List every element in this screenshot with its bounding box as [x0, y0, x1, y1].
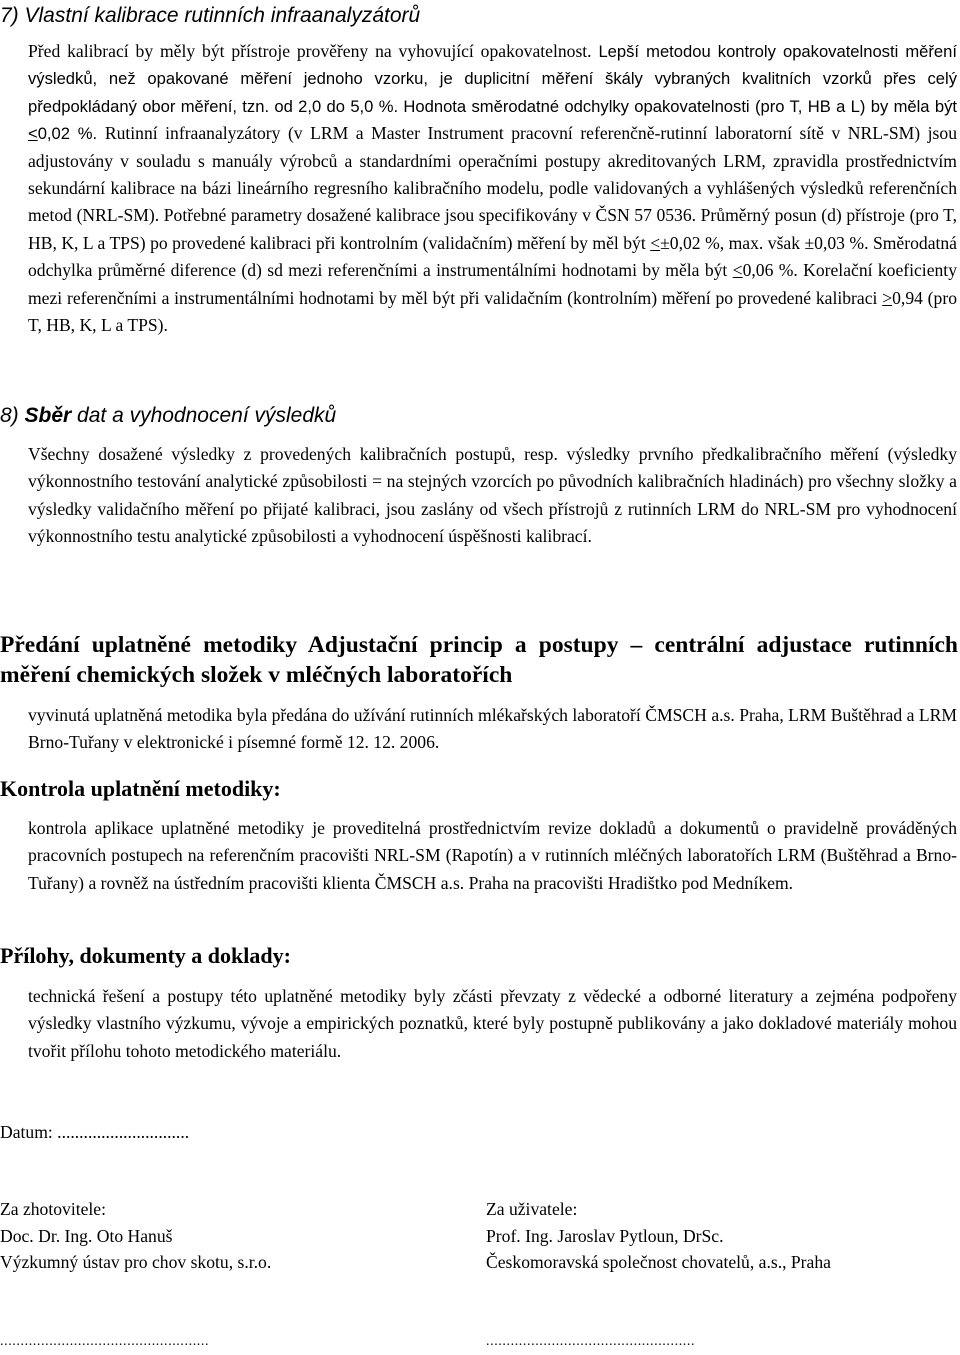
user-label: Za uživatele: — [486, 1199, 578, 1219]
section-7-symbol-2: < — [732, 260, 743, 281]
handover-paragraph: vyvinutá uplatněná metodika byla předána do užívání rutinních mlékařských laboratoří ČMSCH a.s. Praha, LRM Buštěhrad a LRM Brno-Tuřany v elektronické i písemné formě 12. 12. 2006. — [28, 705, 957, 753]
section-8-paragraph: Všechny dosažené výsledky z provedených kalibračních postupů, resp. výsledky prvního předkalibračního měření (výsledky výkonnostního testování analytické způsobilosti = na stejných vzorcích po původních kalibračních hladinách) pro všechny složky a výsledky validačního měření po přijaté kalibraci, jsou zaslány od všech přístrojů z rutinních LRM do NRL-SM pro vyhodnocení výkonnostního testu analytické způsobilosti a vyhodnocení úspěšnosti kalibrací. — [28, 444, 957, 547]
section-7-title: 7) Vlastní kalibrace rutinních infraanalyzátorů — [0, 4, 421, 27]
section-7-text-sans: Lepší metodou kontroly opakovatelnosti měření výsledků, než opakované měření jednoho vzorku, je duplicitní měření škály vybraných kvalitních vzorků přes celý předpokládaný obor měření, tzn. od 2,0 do 5,0 %. Hodnota směrodatné odchylky opakovatelnosti (pro T, HB a L) by měla být — [28, 42, 957, 116]
contractor-organization: Výzkumný ústav pro chov skotu, s.r.o. — [0, 1252, 272, 1272]
signature-line-contractor: ................................................... — [0, 1334, 210, 1349]
control-heading: Kontrola uplatnění metodiky: — [0, 776, 281, 801]
section-7-text-sans-end: 0,02 %. — [37, 124, 105, 144]
section-7-paragraph — [28, 38, 957, 339]
section-7-text-5: 0,94 (pro T, HB, K, L a TPS). — [28, 287, 957, 336]
handover-heading: Předání uplatněné metodiky Adjustační princip a postupy – centrální adjustace rutinních měření chemických složek v mléčných laboratořích — [0, 632, 958, 688]
section-7-text-2: Rutinní infraanalyzátory (v LRM a Master Instrument pracovní referenčně-rutinní laboratorní sítě v NRL-SM) jsou adjustovány v souladu s manuály výrobců a standardními operačními postupy akreditovaných LRM, zpravidla prostřednictvím sekundární kalibrace na bázi lineárního regresního kalibračního modelu, podle validovaných a vyhlášených výsledků referenčních metod (NRL-SM). Potřebné parametry dosažené kalibrace jsou specifikovány v ČSN 57 0536. Průměrný posun (d) přístroje (pro T, HB, K, L a TPS) po provedené kalibraci při kontrolním (validačním) měření by měl být — [28, 123, 957, 253]
attachments-heading: Přílohy, dokumenty a doklady: — [0, 943, 291, 968]
section-7-symbol-1: < — [650, 232, 661, 253]
section-7-symbol-le: < — [28, 124, 38, 144]
date-line: Datum: .............................. — [0, 1122, 190, 1142]
section-7-text-3: ±0,02 %, max. však ±0,03 %. Směrodatná odchylka průměrné diference (d) sd mezi referenčními a instrumentálními hodnotami by měla být — [28, 232, 957, 281]
contractor-label: Za zhotovitele: — [0, 1199, 107, 1219]
section-7-text-1: Před kalibrací by měly být přístroje prověřeny na vyhovující opakovatelnost. — [28, 41, 599, 61]
attachments-paragraph: technická řešení a postupy této uplatněné metodiky byly zčásti převzaty z vědecké a odborné literatury a zejména podpořeny výsledky vlastního výzkumu, vývoje a empirických poznatků, které byly postupně publikovány a jako dokladové materiály mohou tvořit přílohu tohoto metodického materiálu. — [28, 986, 957, 1061]
user-organization: Českomoravská společnost chovatelů, a.s., Praha — [486, 1252, 831, 1272]
section-8-title: 8) Sběr dat a vyhodnocení výsledků — [0, 404, 337, 427]
contractor-name: Doc. Dr. Ing. Oto Hanuš — [0, 1226, 173, 1246]
control-paragraph: kontrola aplikace uplatněné metodiky je proveditelná prostřednictvím revize dokladů a dokumentů o pravidelně prováděných pracovních postupech na referenčním pracovišti NRL-SM (Rapotín) a v rutinních mléčných laboratořích LRM (Buštěhrad a Brno-Tuřany) a rovněž na ústředním pracovišti klienta ČMSCH a.s. Praha na pracovišti Hradištko pod Medníkem. — [28, 818, 957, 893]
section-7-text-4: 0,06 %. Korelační koeficienty mezi referenčními a instrumentálními hodnotami by měl být při validačním (kontrolním) měření po provedené kalibraci — [28, 260, 957, 308]
user-name: Prof. Ing. Jaroslav Pytloun, DrSc. — [486, 1226, 724, 1246]
signature-line-user: ................................................... — [486, 1334, 696, 1349]
section-7-symbol-3: > — [882, 287, 893, 308]
